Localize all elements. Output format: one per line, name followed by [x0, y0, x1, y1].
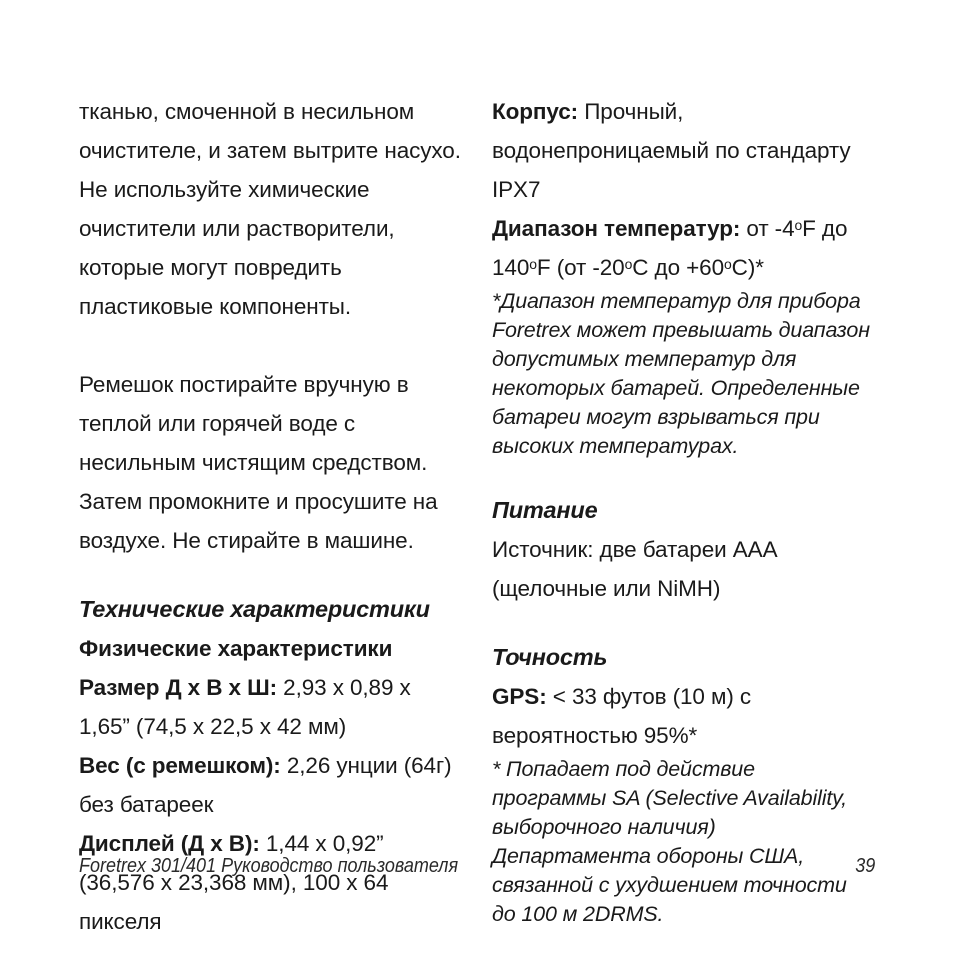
heading-power: Питание [492, 497, 598, 523]
section-spacer-accuracy [492, 608, 874, 638]
spec-temperature-range [492, 209, 874, 287]
spec-temperature-value-part5: C)* [731, 255, 764, 280]
spec-temperature-value-part2: F до 140 [492, 216, 848, 280]
spec-display [79, 824, 461, 941]
degree-mark-1: o [794, 217, 803, 234]
heading-specifications: Технические характеристики [79, 596, 430, 622]
footnote-temperature: *Диапазон температур для прибора Foretrex может превышать диапазон допустимых температур для некоторых батарей. Определенные батареи могут взрываться при высоких температурах. [492, 289, 870, 458]
degree-mark-4: o [724, 256, 732, 273]
left-column [79, 92, 461, 941]
paragraph-cleaning: тканью, смоченной в несильном очистителе, и затем вытрите насухо. Не используйте химические очистители или растворители, которые могут повредить пластиковые компоненты. [79, 99, 461, 319]
section-spacer-power [492, 461, 874, 491]
spec-case-value: Прочный, водонепроницаемый по стандарту IPX7 [492, 99, 851, 202]
degree-mark-2: o [529, 256, 537, 273]
paragraph-strap-washing: Ремешок постирайте вручную в теплой или горячей воде с несильным чистящим средством. Затем промокните и просушите на воздухе. Не стирайте в машине. [79, 372, 438, 553]
page-body-columns [79, 92, 875, 941]
spec-size [79, 668, 461, 746]
spec-temperature-label: Диапазон температур: [492, 216, 741, 241]
spec-gps-accuracy [492, 677, 874, 755]
spec-case-label: Корпус: [492, 99, 579, 124]
spec-weight-value: 2,26 унции (64г) без батареек [79, 753, 452, 817]
spec-size-value: 2,93 x 0,89 x 1,65” (74,5 x 22,5 x 42 мм) [79, 675, 411, 739]
footnote-gps-selective-availability: * Попадает под действие программы SA (Selective Availability, выборочного наличия) Департамента обороны США, связанной с ухудшением точности до 100 м 2DRMS. [492, 757, 847, 926]
spec-case [492, 92, 874, 209]
footer-document-title: Foretrex 301/401 Руководство пользователя [79, 855, 459, 877]
heading-accuracy: Точность [492, 644, 608, 670]
spec-display-value: 1,44 x 0,92” (36,576 x 23,368 мм), 100 x 64 пикселя [79, 831, 389, 934]
page-footer [79, 855, 875, 878]
spec-weight-label: Вес (с ремешком): [79, 753, 281, 778]
spec-temperature-value-part4: C до +60 [632, 255, 725, 280]
spec-temperature-value-part1: от -4 [740, 216, 795, 241]
power-source-text: Источник: две батареи AAA (щелочные или NiMH) [492, 537, 777, 601]
heading-physical-specifications: Физические характеристики [79, 636, 393, 661]
right-column [492, 92, 874, 929]
footer-page-number: 39 [854, 855, 875, 877]
spec-gps-value: < 33 футов (10 м) с вероятностью 95%* [492, 684, 752, 748]
spec-display-label: Дисплей (Д x В): [79, 831, 260, 856]
degree-mark-3: o [624, 256, 633, 273]
spec-weight [79, 746, 461, 824]
spec-temperature-value-part3: F (от -20 [536, 255, 625, 280]
section-spacer [79, 560, 461, 590]
spec-gps-label: GPS: [492, 684, 547, 709]
spec-size-label: Размер Д x В x Ш: [79, 675, 277, 700]
